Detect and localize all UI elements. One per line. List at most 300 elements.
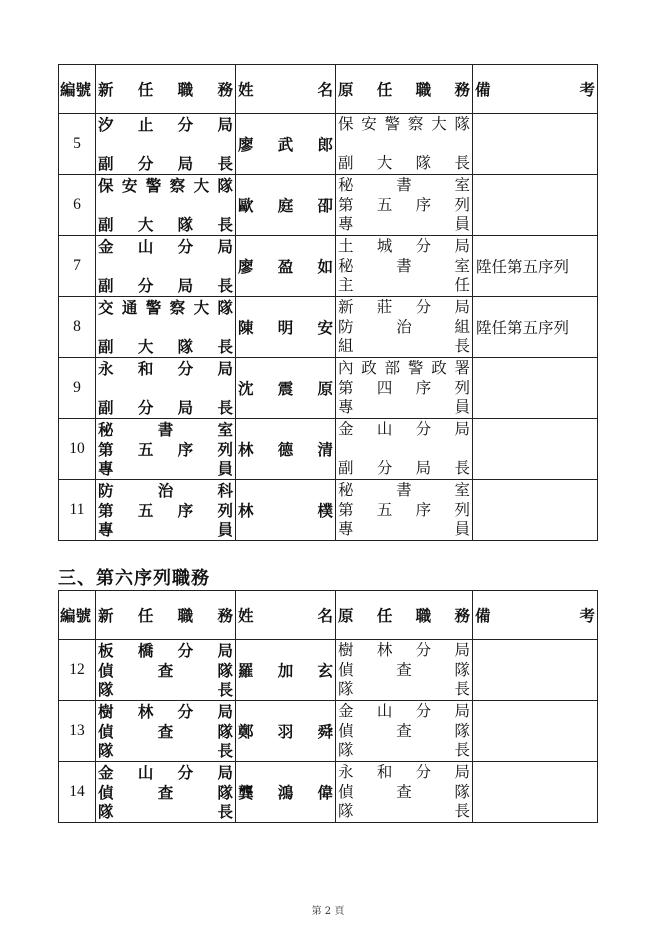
char: 局 (454, 763, 470, 781)
char: 盈 (277, 256, 294, 276)
char: 任 (137, 79, 154, 99)
char: 內 (338, 359, 354, 377)
remarks-cell (473, 114, 598, 175)
char: 第 (98, 439, 114, 459)
char: 新 (338, 298, 354, 316)
person-name (238, 196, 333, 215)
table-1-body (59, 65, 598, 541)
new-position-cell (96, 175, 236, 236)
text-line (338, 379, 470, 398)
char: 偵 (338, 721, 354, 740)
char: 局 (217, 115, 233, 134)
char: 長 (454, 337, 470, 355)
char: 五 (137, 439, 154, 459)
char: 分 (415, 420, 432, 438)
char: 分 (415, 702, 432, 720)
char: 廖 (238, 134, 254, 154)
original-position-cell (336, 701, 473, 762)
char: 山 (137, 237, 154, 256)
char: 書 (157, 420, 174, 439)
char: 偵 (338, 782, 354, 801)
char: 秘 (338, 481, 354, 499)
char: 查 (157, 660, 174, 680)
char: 分 (177, 641, 194, 660)
remarks-cell (473, 419, 598, 480)
char: 員 (217, 459, 233, 478)
text-line (338, 520, 470, 539)
name-cell (236, 297, 336, 358)
char: 分 (177, 359, 194, 378)
text-line (98, 420, 233, 439)
char: 羅 (238, 660, 254, 680)
char: 止 (137, 115, 154, 134)
text-line (338, 702, 470, 721)
char: 橋 (137, 641, 154, 660)
char: 隊 (217, 721, 233, 741)
char: 室 (454, 256, 470, 275)
char: 職 (177, 79, 194, 99)
char: 樹 (98, 702, 114, 721)
char: 交 (98, 298, 114, 317)
person-name (238, 257, 333, 276)
row-number: 14 (59, 762, 96, 823)
char: 局 (454, 702, 470, 720)
char: 治 (157, 481, 174, 500)
char: 隊 (338, 741, 354, 759)
remarks-cell (473, 762, 598, 823)
name-cell (236, 640, 336, 701)
char: 如 (317, 256, 333, 276)
text-line (338, 298, 470, 317)
char: 林 (376, 641, 393, 659)
char: 土 (338, 237, 354, 255)
char: 室 (217, 420, 233, 439)
char: 組 (454, 317, 470, 336)
char: 隊 (217, 298, 233, 317)
row-number: 6 (59, 175, 96, 236)
remarks-cell (473, 480, 598, 541)
new-position (98, 420, 233, 478)
char: 金 (98, 763, 114, 782)
char: 偵 (98, 660, 114, 680)
new-position-cell (96, 762, 236, 823)
page-number: 第 2 頁 (311, 906, 345, 917)
char: 大 (193, 298, 210, 317)
new-position-cell (96, 640, 236, 701)
text-line (98, 337, 233, 356)
row-number: 5 (59, 114, 96, 175)
char: 員 (454, 520, 470, 538)
text-line (98, 520, 233, 539)
char: 原 (338, 79, 354, 99)
text-line (98, 237, 233, 256)
char: 長 (454, 802, 470, 820)
table-row (59, 175, 598, 236)
original-position (338, 641, 470, 699)
header-number: 編號 (59, 65, 96, 114)
row-number: 10 (59, 419, 96, 480)
char: 員 (454, 215, 470, 233)
char: 員 (454, 398, 470, 416)
char: 偉 (317, 782, 333, 802)
char: 保 (98, 176, 114, 195)
original-position (338, 359, 470, 417)
char: 隊 (177, 337, 194, 356)
name-cell (236, 114, 336, 175)
header-label (98, 80, 233, 99)
text-line (98, 741, 233, 760)
text-line (338, 481, 470, 500)
char: 務 (217, 79, 233, 99)
char: 金 (98, 237, 114, 256)
text-line (98, 359, 233, 378)
char: 分 (137, 276, 154, 295)
char: 序 (177, 500, 194, 520)
char: 五 (376, 500, 393, 519)
char: 長 (454, 741, 470, 759)
row-number: 12 (59, 640, 96, 701)
text-line (338, 359, 470, 378)
header-remarks (473, 65, 598, 114)
char: 清 (317, 439, 333, 459)
name-cell (236, 175, 336, 236)
original-position-cell (336, 114, 473, 175)
char: 姓 (238, 79, 254, 99)
original-position (338, 763, 470, 821)
char: 警 (384, 115, 401, 133)
name-cell (236, 701, 336, 762)
char: 四 (376, 378, 393, 397)
char: 名 (317, 605, 333, 625)
char: 鄭 (238, 721, 254, 741)
char: 局 (415, 459, 432, 477)
char: 隊 (415, 154, 432, 172)
name-cell (236, 762, 336, 823)
char: 通 (121, 298, 138, 317)
char: 副 (338, 154, 354, 172)
remarks-cell (473, 640, 598, 701)
char: 新 (98, 79, 114, 99)
text-line (338, 196, 470, 215)
text-line (338, 501, 470, 520)
char: 名 (317, 79, 333, 99)
header-label (98, 606, 233, 625)
char: 廖 (238, 256, 254, 276)
char: 局 (217, 763, 233, 782)
new-position (98, 763, 233, 821)
char: 列 (454, 378, 470, 397)
text-line (98, 783, 233, 802)
original-position-cell (336, 480, 473, 541)
char: 金 (338, 420, 354, 438)
header-new-position (96, 65, 236, 114)
char: 明 (277, 317, 294, 337)
original-position-cell (336, 175, 473, 236)
name-cell (236, 419, 336, 480)
text-line (338, 337, 470, 356)
char: 列 (217, 439, 233, 459)
header-label (475, 80, 595, 99)
table-row (59, 762, 598, 823)
char: 和 (376, 763, 393, 781)
char: 組 (338, 337, 354, 355)
char: 警 (145, 176, 162, 195)
person-name (238, 783, 333, 802)
char: 山 (376, 702, 393, 720)
char: 局 (217, 237, 233, 256)
char: 副 (98, 398, 114, 417)
header-remarks (473, 591, 598, 640)
row-number: 9 (59, 358, 96, 419)
new-position-cell (96, 236, 236, 297)
char: 局 (177, 154, 194, 173)
char: 城 (376, 237, 393, 255)
char: 長 (217, 802, 233, 821)
char: 永 (338, 763, 354, 781)
text-line (338, 398, 470, 417)
char: 考 (579, 79, 595, 99)
char: 山 (137, 763, 154, 782)
table-row (59, 640, 598, 701)
table-row (59, 358, 598, 419)
text-line (338, 154, 470, 173)
text-line (98, 318, 233, 337)
text-line (98, 135, 233, 154)
text-line (338, 135, 470, 154)
table-row (59, 297, 598, 358)
person-name (238, 440, 333, 459)
char: 副 (98, 215, 114, 234)
text-line (98, 641, 233, 660)
new-position-cell (96, 114, 236, 175)
char: 書 (396, 481, 412, 499)
char: 部 (384, 359, 401, 377)
text-line (98, 501, 233, 520)
new-position (98, 237, 233, 295)
person-name (238, 722, 333, 741)
char: 分 (177, 237, 194, 256)
char: 隊 (98, 802, 114, 821)
char: 防 (98, 481, 114, 500)
char: 林 (238, 439, 254, 459)
char: 莊 (376, 298, 393, 316)
char: 山 (376, 420, 393, 438)
text-line (98, 154, 233, 173)
char: 序 (415, 378, 432, 397)
char: 警 (145, 298, 162, 317)
remarks-cell (473, 701, 598, 762)
char: 局 (454, 298, 470, 316)
char: 查 (157, 782, 174, 802)
char: 隊 (454, 782, 470, 801)
char: 樹 (338, 641, 354, 659)
char: 隊 (454, 721, 470, 740)
char: 室 (454, 481, 470, 499)
char: 隊 (338, 802, 354, 820)
char: 分 (177, 115, 194, 134)
char: 偵 (98, 782, 114, 802)
header-number: 編號 (59, 591, 96, 640)
char: 第 (338, 195, 354, 214)
char: 新 (98, 605, 114, 625)
text-line (98, 661, 233, 680)
text-line (98, 702, 233, 721)
person-name (238, 379, 333, 398)
char: 大 (137, 337, 154, 356)
row-number: 13 (59, 701, 96, 762)
char: 考 (579, 605, 595, 625)
char: 德 (277, 439, 294, 459)
text-line (338, 440, 470, 459)
original-position-cell (336, 419, 473, 480)
char: 龔 (238, 782, 254, 802)
text-line (98, 459, 233, 478)
char: 長 (217, 337, 233, 356)
char: 第 (98, 500, 114, 520)
row-number: 7 (59, 236, 96, 297)
char: 專 (98, 459, 114, 478)
char: 書 (396, 256, 412, 275)
char: 員 (217, 520, 233, 539)
char: 長 (217, 215, 233, 234)
personnel-table-1 (58, 64, 598, 541)
new-position (98, 481, 233, 539)
char: 安 (361, 115, 377, 133)
char: 局 (217, 702, 233, 721)
char: 察 (169, 176, 186, 195)
char: 副 (98, 154, 114, 173)
char: 大 (137, 215, 154, 234)
char: 專 (98, 520, 114, 539)
text-line (338, 318, 470, 337)
char: 序 (415, 500, 432, 519)
person-name (238, 661, 333, 680)
table-row (59, 419, 598, 480)
text-line (338, 763, 470, 782)
text-line (338, 420, 470, 439)
name-cell (236, 358, 336, 419)
char: 林 (238, 500, 254, 520)
char: 列 (454, 195, 470, 214)
new-position (98, 298, 233, 356)
original-position (338, 115, 470, 173)
original-position (338, 481, 470, 539)
char: 第 (338, 378, 354, 397)
char: 歐 (238, 195, 254, 215)
char: 長 (217, 154, 233, 173)
header-name (236, 65, 336, 114)
original-position (338, 237, 470, 295)
text-line (98, 176, 233, 195)
char: 和 (137, 359, 154, 378)
text-line (338, 237, 470, 256)
char: 政 (361, 359, 377, 377)
char: 安 (317, 317, 333, 337)
text-line (338, 459, 470, 478)
header-original-position (336, 591, 473, 640)
char: 原 (338, 605, 354, 625)
char: 室 (454, 176, 470, 194)
char: 副 (98, 276, 114, 295)
header-label (338, 606, 470, 625)
char: 序 (177, 439, 194, 459)
char: 陳 (238, 317, 254, 337)
char: 分 (415, 298, 432, 316)
char: 姓 (238, 605, 254, 625)
char: 秘 (338, 176, 354, 194)
text-line (98, 722, 233, 741)
char: 五 (137, 500, 154, 520)
char: 局 (217, 641, 233, 660)
text-line (98, 257, 233, 276)
text-line (338, 741, 470, 760)
char: 汐 (98, 115, 114, 134)
original-position-cell (336, 236, 473, 297)
char: 分 (177, 763, 194, 782)
text-line (98, 680, 233, 699)
char: 察 (169, 298, 186, 317)
new-position (98, 176, 233, 234)
char: 局 (454, 420, 470, 438)
char: 防 (338, 317, 354, 336)
person-name (238, 501, 333, 520)
char: 備 (475, 605, 491, 625)
new-position (98, 359, 233, 417)
char: 列 (217, 500, 233, 520)
remarks-cell: 陞任第五序列 (473, 236, 598, 297)
char: 分 (177, 702, 194, 721)
remarks-cell (473, 358, 598, 419)
text-line (338, 115, 470, 134)
table-row (59, 701, 598, 762)
char: 局 (454, 641, 470, 659)
original-position-cell (336, 640, 473, 701)
char: 查 (396, 660, 412, 679)
char: 偵 (338, 660, 354, 679)
char: 列 (454, 500, 470, 519)
char: 偵 (98, 721, 114, 741)
char: 專 (338, 398, 354, 416)
char: 察 (407, 115, 424, 133)
new-position-cell (96, 358, 236, 419)
text-line (98, 196, 233, 215)
text-line (98, 298, 233, 317)
char: 局 (177, 276, 194, 295)
char: 分 (137, 398, 154, 417)
char: 副 (338, 459, 354, 477)
char: 隊 (454, 660, 470, 679)
header-row (59, 591, 598, 640)
char: 務 (454, 79, 470, 99)
original-position (338, 176, 470, 234)
new-position (98, 115, 233, 173)
text-line (98, 802, 233, 821)
new-position-cell (96, 701, 236, 762)
char: 查 (396, 782, 412, 801)
char: 隊 (98, 680, 114, 699)
remarks-cell: 陞任第五序列 (473, 297, 598, 358)
char: 任 (454, 276, 470, 294)
char: 局 (217, 359, 233, 378)
char: 治 (396, 317, 412, 336)
text-line (98, 440, 233, 459)
text-line (98, 115, 233, 134)
header-label (475, 606, 595, 625)
text-line (338, 802, 470, 821)
char: 林 (137, 702, 154, 721)
char: 長 (217, 276, 233, 295)
char: 職 (415, 79, 432, 99)
